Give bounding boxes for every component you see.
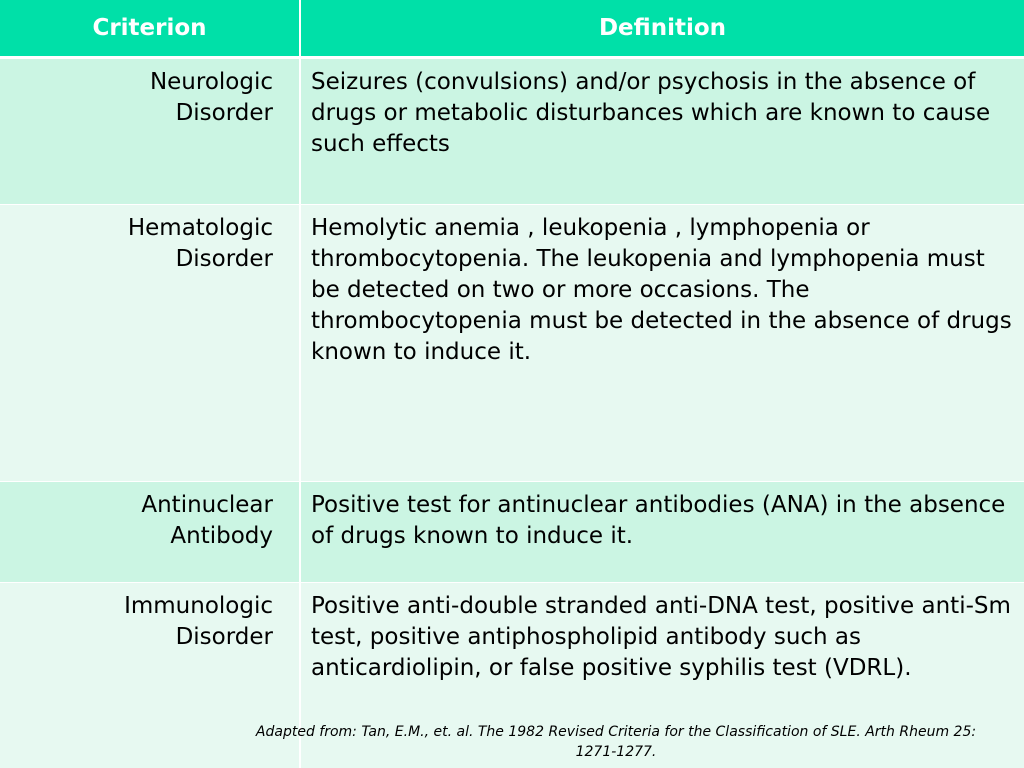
table-row: [0, 58, 1024, 205]
table-row: [0, 205, 1024, 482]
table-row: [0, 482, 1024, 583]
header-criterion: Criterion: [0, 0, 300, 58]
criterion-cell: [0, 482, 300, 583]
criterion-cell: [0, 58, 300, 205]
criterion-line: Disorder: [175, 246, 273, 272]
criterion-line: Immunologic: [124, 593, 273, 619]
header-definition: Definition: [300, 0, 1024, 58]
criterion-line: Antibody: [170, 523, 273, 549]
table-header-row: [0, 0, 1024, 58]
criterion-line: Disorder: [175, 624, 273, 650]
criterion-cell: [0, 205, 300, 482]
criterion-line: Hematologic: [127, 215, 273, 241]
criterion-line: Disorder: [175, 100, 273, 126]
definition-cell: Hemolytic anemia , leukopenia , lymphopenia or thrombocytopenia. The leukopenia and lymphopenia must be detected on two or more occasions. The thrombocytopenia must be detected in the absence of drugs known to induce it.: [300, 205, 1024, 482]
criterion-line: Antinuclear: [141, 492, 273, 518]
definition-cell: Seizures (convulsions) and/or psychosis in the absence of drugs or metabolic disturbances which are known to cause such effects: [300, 58, 1024, 205]
citation-footnote: Adapted from: Tan, E.M., et. al. The 1982 Revised Criteria for the Classification of SLE. Arth Rheum 25: 1271-1277.: [255, 724, 977, 760]
definition-cell: Positive anti-double stranded anti-DNA test, positive anti-Sm test, positive antiphospholipid antibody such as anticardiolipin, or false positive syphilis test (VDRL).: [300, 583, 1024, 768]
criterion-line: Neurologic: [149, 69, 273, 95]
definition-cell: Positive test for antinuclear antibodies (ANA) in the absence of drugs known to induce it.: [300, 482, 1024, 583]
